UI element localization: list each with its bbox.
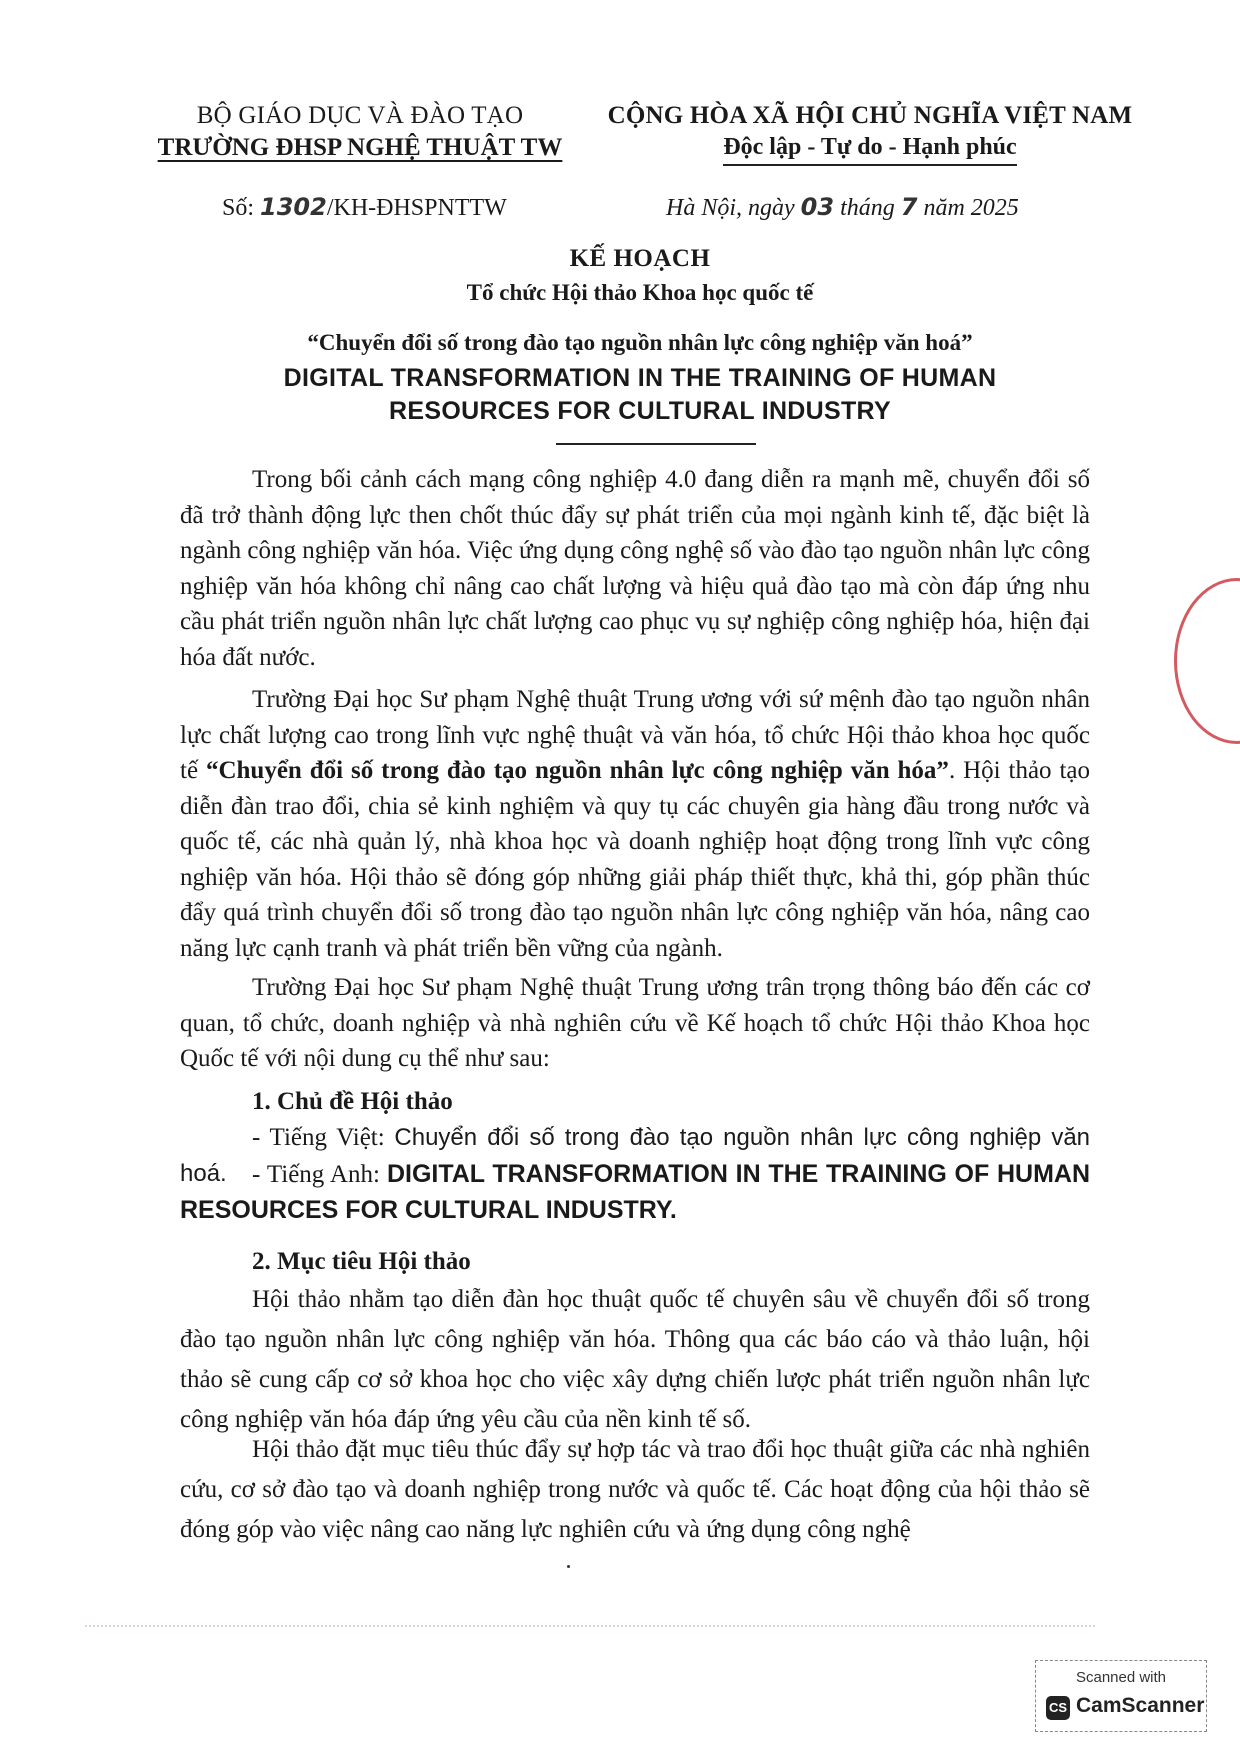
title-divider [556,443,756,445]
document-number: Số: 1302/KH-ĐHSPNTTW [222,193,507,221]
topic-vietnamese: - Tiếng Việt: Chuyển đổi số trong đào tạo nguồn nhân lực công nghiệp văn hoá. [180,1124,1091,1187]
paragraph-context: Trong bối cảnh cách mạng công nghiệp 4.0 đang diễn ra mạnh mẽ, chuyển đổi số đã trở thành động lực then chốt thúc đẩy sự phát triển của mọi ngành kinh tế, đặc biệt là ngành công nghiệp văn hóa. Việc ứng dụng công nghệ số vào đào tạo nguồn nhân lực công nghiệp văn hóa không chỉ nâng cao chất lượng và hiệu quả đào tạo mà còn đáp ứng nhu cầu phát triển nguồn nhân lực chất lượng cao phục vụ sự nghiệp công nghiệp hóa, hiện đại hóa đất nước. [180,466,1090,671]
date-line: Hà Nội, ngày 03 tháng 7 năm 2025 [666,193,1019,221]
theme-english: DIGITAL TRANSFORMATION IN THE TRAINING OF HUMAN RESOURCES FOR CULTURAL INDUSTRY [283,364,997,425]
page-dot [567,1565,570,1568]
paragraph-announcement: Trường Đại học Sư phạm Nghệ thuật Trung ương trân trọng thông báo đến các cơ quan, tổ chức, doanh nghiệp và nhà nghiên cứu về Kế hoạch tổ chức Hội thảo Khoa học Quốc tế với nội dung cụ thể như sau: [180,974,1090,1072]
paragraph-objective-1: Hội thảo nhằm tạo diễn đàn học thuật quốc tế chuyên sâu về chuyển đổi số trong đào tạo nguồn nhân lực công nghiệp văn hóa. Thông qua các báo cáo và thảo luận, hội thảo sẽ cung cấp cơ sở khoa học cho việc xây dựng chiến lược phát triển nguồn nhân lực công nghiệp văn hóa đáp ứng yêu cầu của nền kinh tế số. [180,1286,1090,1433]
camscanner-watermark [1035,1660,1207,1732]
scan-artifact-line [85,1625,1095,1627]
theme-vietnamese: “Chuyển đổi số trong đào tạo nguồn nhân lực công nghiệp văn hoá” [307,330,973,355]
section-heading-topic: 1. Chủ đề Hội thảo [252,1088,453,1115]
handwritten-month: 7 [900,193,918,221]
national-motto: Độc lập - Tự do - Hạnh phúc [723,132,1016,166]
topic-english: - Tiếng Anh: DIGITAL TRANSFORMATION IN THE TRAINING OF HUMAN RESOURCES FOR CULTURAL INDUSTRY. [180,1160,1090,1224]
nation-name: CỘNG HÒA XÃ HỘI CHỦ NGHĨA VIỆT NAM [607,102,1133,129]
handwritten-day: 03 [800,193,835,221]
school-name: TRƯỜNG ĐHSP NGHỆ THUẬT TW [157,134,563,161]
red-seal-stamp [1174,578,1240,744]
handwritten-number: 1302 [260,193,327,221]
paragraph-objective-2: Hội thảo đặt mục tiêu thúc đẩy sự hợp tác và trao đổi học thuật giữa các nhà nghiên cứu, cơ sở đào tạo và doanh nghiệp trong nước và quốc tế. Các hoạt động của hội thảo sẽ đóng góp vào việc nâng cao năng lực nghiên cứu và ứng dụng công nghệ [180,1436,1090,1543]
camscanner-brand: CamScanner [1076,1694,1205,1717]
section-heading-objectives: 2. Mục tiêu Hội thảo [252,1248,471,1275]
ministry-name: BỘ GIÁO DỤC VÀ ĐÀO TẠO [196,102,524,129]
nation-block [590,100,1150,166]
document-type: KẾ HOẠCH [569,245,711,272]
issuer-block [140,100,580,164]
document-subtitle: Tổ chức Hội thảo Khoa học quốc tế [466,280,814,305]
scanned-with-label: Scanned with [1075,1669,1167,1686]
camscanner-logo-icon: CS [1046,1696,1070,1720]
paragraph-mission: Trường Đại học Sư phạm Nghệ thuật Trung ương với sứ mệnh đào tạo nguồn nhân lực chất lượng cao trong lĩnh vực nghệ thuật và văn hóa, tổ chức Hội thảo khoa học quốc tế “Chuyển đổi số trong đào tạo nguồn nhân lực công nghiệp văn hóa”. Hội thảo tạo diễn đàn trao đổi, chia sẻ kinh nghiệm và quy tụ các chuyên gia hàng đầu trong nước và quốc tế, các nhà quản lý, nhà khoa học và doanh nghiệp hoạt động trong lĩnh vực công nghiệp văn hóa. Hội thảo sẽ đóng góp những giải pháp thiết thực, khả thi, góp phần thúc đẩy quá trình chuyển đổi số trong đào tạo nguồn nhân lực công nghiệp văn hóa, nâng cao năng lực cạnh tranh và phát triển bền vững của ngành. [180,686,1090,962]
